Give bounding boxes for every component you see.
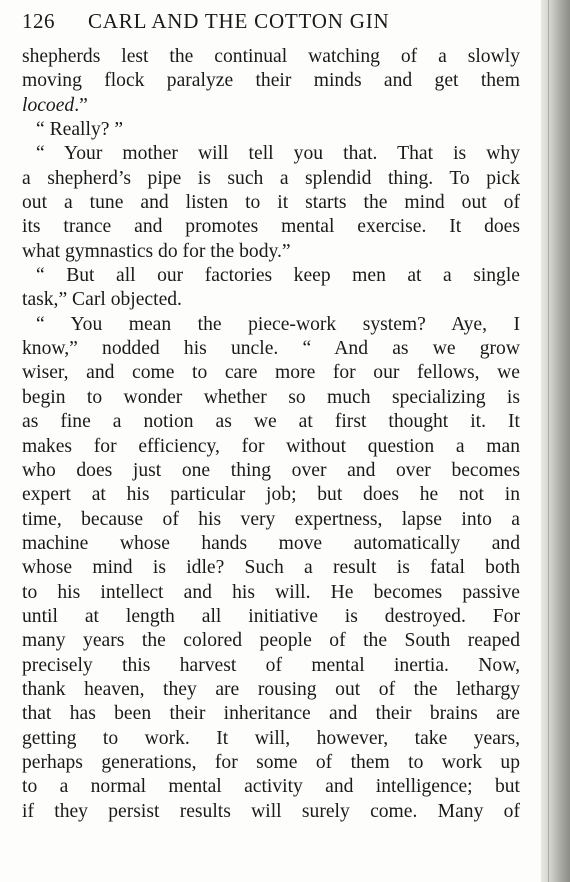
text-line: makes for efficiency, for without question a man	[22, 435, 520, 457]
text-line: machine whose hands move automatically and	[22, 532, 520, 554]
text-line: getting to work. It will, however, take years,	[22, 727, 520, 749]
text-line: time, because of his very expertness, lapse into a	[22, 508, 520, 530]
text-line: to his intellect and his will. He becomes passive	[22, 581, 520, 603]
body-text	[22, 45, 520, 824]
text-line: what gymnastics do for the body.”	[22, 240, 291, 262]
text-line: many years the colored people of the South reaped	[22, 630, 520, 652]
text-line: whose mind is idle? Such a result is fatal both	[22, 557, 520, 579]
page-edge	[548, 0, 549, 882]
text-line: until at length all initiative is destroyed. For	[22, 605, 520, 627]
text-line: moving flock paralyze their minds and get them	[22, 70, 520, 92]
line-rest: .”	[74, 94, 88, 116]
text-line: a shepherd’s pipe is such a splendid thing. To pick	[22, 167, 520, 189]
text-line: to a normal mental activity and intelligence; but	[22, 776, 520, 798]
text-line: shepherds lest the continual watching of a slowly	[22, 46, 520, 67]
text-line: “ Your mother will tell you that. That is why	[36, 143, 520, 165]
text-line: precisely this harvest of mental inertia. Now,	[22, 654, 520, 676]
text-line: if they persist results will surely come. Many of	[22, 800, 520, 822]
text-line: perhaps generations, for some of them to work up	[22, 751, 520, 773]
text-line: wiser, and come to care more for our fellows, we	[22, 362, 520, 384]
running-head: CARL AND THE COTTON GIN	[88, 9, 390, 33]
text-line: as fine a notion as we at first thought it. It	[22, 411, 520, 433]
italic-word: locoed	[22, 94, 75, 116]
text-line: out a tune and listen to it starts the mind out of	[22, 192, 520, 214]
page-header	[22, 8, 522, 34]
text-line: that has been their inheritance and their brains are	[22, 703, 520, 725]
text-line	[22, 94, 520, 118]
text-line: task,” Carl objected.	[22, 289, 182, 311]
text-line: who does just one thing over and over becomes	[22, 459, 520, 481]
text-line: its trance and promotes mental exercise. It does	[22, 216, 520, 238]
text-line: “ But all our factories keep men at a single	[36, 265, 520, 287]
text-line: begin to wonder whether so much specializing is	[22, 386, 520, 408]
page-gutter-shadow	[541, 0, 570, 882]
text-line: thank heaven, they are rousing out of the lethargy	[22, 678, 520, 700]
page-number: 126	[22, 9, 55, 33]
text-line: expert at his particular job; but does he not in	[22, 484, 520, 506]
text-line: know,” nodded his uncle. “ And as we grow	[22, 338, 520, 360]
text-line: “ You mean the piece-work system? Aye, I	[36, 313, 520, 335]
text-line: “ Really? ”	[36, 119, 124, 141]
